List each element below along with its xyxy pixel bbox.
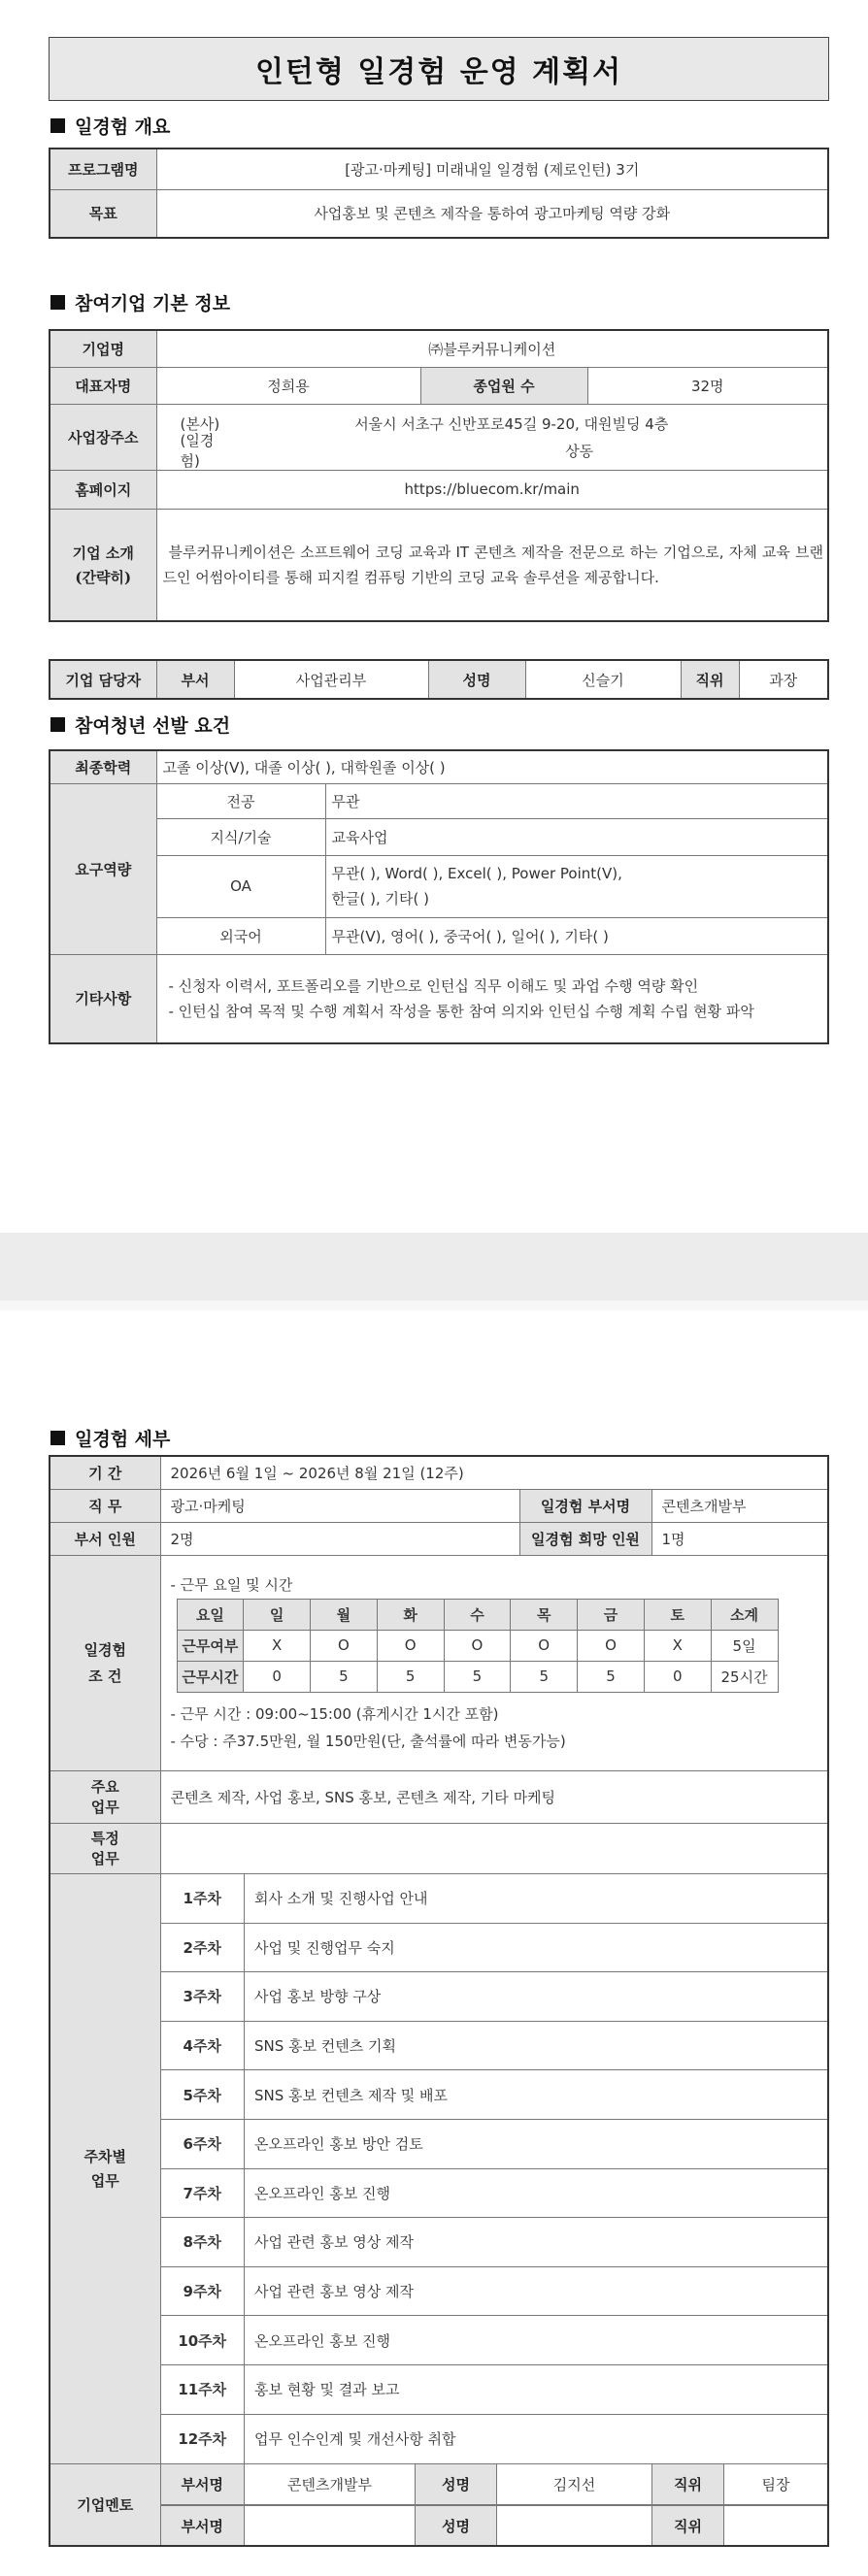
intro-label [50, 509, 156, 621]
week-task: 회사 소개 및 진행사업 안내 [245, 1874, 828, 1924]
section-requirements-label: 참여청년 선발 요건 [75, 715, 231, 737]
major-value: 무관 [325, 783, 828, 818]
week-task: 홍보 현황 및 결과 보고 [245, 2364, 828, 2414]
mentor-dept-label: 부서명 [161, 2464, 245, 2505]
mentor-label: 기업멘토 [50, 2463, 160, 2546]
mentor2-name-label: 성명 [416, 2506, 497, 2545]
special-task-label [50, 1823, 160, 1873]
address-work-tag: (일경험) [180, 432, 215, 470]
mentor-dept-value: 콘텐츠개발부 [245, 2464, 416, 2505]
mentor-name-value: 김지선 [497, 2464, 652, 2505]
skill-label: 지식/기술 [156, 818, 325, 855]
sched-r2-8: 25시간 [711, 1661, 778, 1692]
program-label: 프로그램명 [50, 149, 156, 189]
period-label: 기 간 [50, 1456, 160, 1489]
sched-r1-6: O [578, 1630, 645, 1661]
week-task: SNS 홍보 컨텐츠 제작 및 배포 [245, 2070, 828, 2120]
mentor-row2-cell [160, 2506, 828, 2547]
sched-h-2: 월 [311, 1599, 378, 1630]
etc-label: 기타사항 [50, 954, 156, 1043]
weekly-label-line2: 업무 [90, 2172, 119, 2191]
sched-r2-2: 5 [311, 1661, 378, 1692]
contact-pos-label: 직위 [681, 660, 739, 699]
week-number: 10주차 [161, 2316, 245, 2365]
sched-r1-1: X [244, 1630, 311, 1661]
special-task-label-line1: 특정 [90, 1830, 119, 1847]
intro-label-line1: 기업 소개 [72, 544, 134, 562]
major-label: 전공 [156, 783, 325, 818]
sched-h-4: 수 [444, 1599, 511, 1630]
condition-time: - 근무 시간 : 09:00~15:00 (휴게시간 1시간 포함) [170, 1704, 499, 1723]
work-dept-label: 일경험 부서명 [519, 1489, 651, 1522]
sched-r1-5: O [511, 1630, 578, 1661]
document-title: 인턴형 일경험 운영 계획서 [49, 37, 829, 101]
condition-intro: - 근무 요일 및 시간 [170, 1575, 293, 1594]
mentor2-name-value [497, 2506, 652, 2545]
address-hq-value: 서울시 서초구 신반포로45길 9-20, 대원빌딩 4층 [354, 414, 669, 433]
section-details-label: 일경험 세부 [75, 1429, 171, 1450]
week-number: 3주차 [161, 1972, 245, 2022]
mentor-name-label: 성명 [416, 2464, 497, 2505]
details-table [49, 1455, 829, 2547]
mentor2-pos-label: 직위 [652, 2506, 724, 2545]
mentor-row1-cell [160, 2463, 828, 2506]
contact-name-label: 성명 [428, 660, 525, 699]
weekly-row [161, 1923, 828, 1972]
homepage-value: https://bluecom.kr/main [156, 470, 828, 509]
staff-value: 2명 [160, 1522, 519, 1555]
week-task: 온오프라인 홍보 진행 [245, 2168, 828, 2218]
staff-label: 부서 인원 [50, 1522, 160, 1555]
week-task: 업무 인수인계 및 개선사항 취합 [245, 2414, 828, 2463]
sched-h-7: 토 [644, 1599, 711, 1630]
week-number: 2주차 [161, 1923, 245, 1972]
sched-r1-0: 근무여부 [177, 1630, 244, 1661]
page-break [0, 1233, 868, 1310]
main-task-label [50, 1770, 160, 1823]
condition-label-line2: 조 건 [88, 1668, 122, 1685]
etc-line1: - 신청자 이력서, 포트폴리오를 기반으로 인턴십 직무 이해도 및 과업 수행 역량 확인 [168, 976, 699, 995]
contact-table [49, 659, 829, 700]
homepage-label: 홈페이지 [50, 470, 156, 509]
weekly-row [161, 2414, 828, 2463]
job-value: 광고·마케팅 [160, 1489, 519, 1522]
section-title-details [50, 1425, 170, 1451]
condition-label [50, 1555, 160, 1770]
contact-dept-label: 부서 [156, 660, 234, 699]
week-number: 12주차 [161, 2414, 245, 2463]
week-task: 온오프라인 홍보 진행 [245, 2316, 828, 2365]
hope-value: 1명 [651, 1522, 828, 1555]
section-title-requirements [50, 711, 230, 738]
company-table [49, 329, 829, 622]
week-task: SNS 홍보 컨텐츠 기획 [245, 2021, 828, 2070]
week-task: 사업 관련 홍보 영상 제작 [245, 2266, 828, 2316]
week-number: 9주차 [161, 2266, 245, 2316]
sched-r2-7: 0 [644, 1661, 711, 1692]
goal-label: 목표 [50, 189, 156, 238]
section-title-company [50, 289, 230, 315]
goal-value: 사업홍보 및 콘텐츠 제작을 통하여 광고마케팅 역량 강화 [156, 189, 828, 238]
address-label: 사업장주소 [50, 404, 156, 470]
week-number: 8주차 [161, 2218, 245, 2267]
sched-r2-3: 5 [377, 1661, 444, 1692]
contact-pos-value: 과장 [739, 660, 828, 699]
mentor2-pos-value [724, 2506, 828, 2545]
week-number: 5주차 [161, 2070, 245, 2120]
sched-h-0: 요일 [177, 1599, 244, 1630]
education-value: 고졸 이상(V), 대졸 이상( ), 대학원졸 이상( ) [156, 750, 828, 783]
sched-r1-4: O [444, 1630, 511, 1661]
schedule-row-hours [177, 1661, 778, 1692]
mentor2-dept-value [245, 2506, 416, 2545]
intro-value: 블루커뮤니케이션은 소프트웨어 코딩 교육과 IT 콘텐츠 제작을 전문으로 하는 기업으로, 자체 교육 브랜드인 어썸아이티를 통해 피지컬 컴퓨팅 기반의 코딩 교육 솔루션을 제공합니다. [156, 509, 828, 621]
weekly-row [161, 1972, 828, 2022]
sched-r1-7: X [644, 1630, 711, 1661]
company-name-label: 기업명 [50, 330, 156, 367]
weekly-cell [160, 1873, 828, 2463]
oa-value-line1: 무관( ), Word( ), Excel( ), Power Point(V), [331, 865, 622, 882]
square-bullet-icon [50, 1431, 65, 1445]
week-number: 6주차 [161, 2119, 245, 2168]
condition-label-line1: 일경험 [83, 1641, 126, 1659]
weekly-label [50, 1873, 160, 2463]
language-label: 외국어 [156, 917, 325, 954]
page-1 [0, 0, 868, 1233]
sched-h-6: 금 [578, 1599, 645, 1630]
language-value: 무관(V), 영어( ), 중국어( ), 일어( ), 기타( ) [325, 917, 828, 954]
sched-r2-5: 5 [511, 1661, 578, 1692]
company-name-value: ㈜블루커뮤니케이션 [156, 330, 828, 367]
sched-r1-2: O [311, 1630, 378, 1661]
condition-cell [160, 1555, 828, 1770]
ceo-value: 정희용 [156, 367, 420, 404]
sched-h-5: 목 [511, 1599, 578, 1630]
square-bullet-icon [50, 118, 65, 133]
section-company-label: 참여기업 기본 정보 [75, 293, 231, 314]
contact-name-value: 신슬기 [525, 660, 681, 699]
week-task: 사업 홍보 방향 구상 [245, 1972, 828, 2022]
week-task: 온오프라인 홍보 방안 검토 [245, 2119, 828, 2168]
mentor2-dept-label: 부서명 [161, 2506, 245, 2545]
week-number: 1주차 [161, 1874, 245, 1924]
weekly-row [161, 2266, 828, 2316]
job-label: 직 무 [50, 1489, 160, 1522]
program-value: [광고·마케팅] 미래내일 일경험 (제로인턴) 3기 [156, 149, 828, 189]
requirements-table [49, 749, 829, 1044]
weekly-row [161, 2218, 828, 2267]
week-number: 7주차 [161, 2168, 245, 2218]
oa-cell [325, 855, 828, 917]
main-task-label-line1: 주요 [90, 1778, 119, 1796]
address-cell [156, 404, 828, 470]
work-dept-value: 콘텐츠개발부 [651, 1489, 828, 1522]
intro-label-line2: (간략히) [75, 568, 132, 586]
special-task-label-line2: 업무 [90, 1850, 119, 1867]
oa-value-line2: 한글( ), 기타( ) [331, 890, 429, 908]
weekly-rows [161, 1874, 828, 2463]
section-overview-label: 일경험 개요 [75, 116, 171, 138]
employee-value: 32명 [587, 367, 828, 404]
mentor-pos-label: 직위 [652, 2464, 724, 2505]
main-task-label-line2: 업무 [90, 1799, 119, 1816]
special-task-value [160, 1823, 828, 1873]
contact-label: 기업 담당자 [50, 660, 156, 699]
weekly-row [161, 2021, 828, 2070]
weekly-row [161, 2119, 828, 2168]
main-task-value: 콘텐츠 제작, 사업 홍보, SNS 홍보, 콘텐츠 제작, 기타 마케팅 [160, 1770, 828, 1823]
period-value: 2026년 6월 1일 ~ 2026년 8월 21일 (12주) [160, 1456, 828, 1489]
employee-label: 종업원 수 [420, 367, 587, 404]
sched-r2-6: 5 [578, 1661, 645, 1692]
hope-label: 일경험 희망 인원 [519, 1522, 651, 1555]
address-work-value: 상동 [565, 442, 594, 460]
weekly-table [161, 1874, 828, 2463]
sched-r2-1: 0 [244, 1661, 311, 1692]
overview-table [49, 148, 829, 239]
oa-label: OA [156, 855, 325, 917]
sched-r1-3: O [377, 1630, 444, 1661]
schedule-head-row [177, 1599, 778, 1630]
square-bullet-icon [50, 295, 65, 310]
sched-h-3: 화 [377, 1599, 444, 1630]
competency-label: 요구역량 [50, 783, 156, 954]
etc-line2: - 인턴십 참여 목적 및 수행 계획서 작성을 통한 참여 의지와 인턴십 수행 계획 수립 현황 파악 [168, 1002, 754, 1020]
week-number: 4주차 [161, 2021, 245, 2070]
page-2 [0, 1310, 868, 2576]
condition-pay: - 수당 : 주37.5만원, 월 150만원(단, 출석률에 따라 변동가능) [170, 1732, 566, 1750]
address-hq-tag: (본사) [180, 414, 220, 433]
week-task: 사업 관련 홍보 영상 제작 [245, 2218, 828, 2267]
skill-value: 교육사업 [325, 818, 828, 855]
weekly-row [161, 2364, 828, 2414]
education-label: 최종학력 [50, 750, 156, 783]
mentor-row1 [161, 2464, 828, 2506]
sched-h-1: 일 [244, 1599, 311, 1630]
ceo-label: 대표자명 [50, 367, 156, 404]
sched-r2-0: 근무시간 [177, 1661, 244, 1692]
sched-r2-4: 5 [444, 1661, 511, 1692]
week-task: 사업 및 진행업무 숙지 [245, 1923, 828, 1972]
sched-h-8: 소계 [711, 1599, 778, 1630]
weekly-row [161, 1874, 828, 1924]
week-number: 11주차 [161, 2364, 245, 2414]
mentor-pos-value: 팀장 [724, 2464, 828, 2505]
schedule-row-workday [177, 1630, 778, 1661]
etc-cell [156, 954, 828, 1043]
contact-dept-value: 사업관리부 [234, 660, 428, 699]
section-title-overview [50, 113, 170, 139]
mentor-row2 [161, 2506, 828, 2545]
weekly-label-line1: 주차별 [83, 2148, 126, 2166]
weekly-row [161, 2316, 828, 2365]
schedule-table [177, 1599, 779, 1693]
weekly-row [161, 2168, 828, 2218]
sched-r1-8: 5일 [711, 1630, 778, 1661]
weekly-row [161, 2070, 828, 2120]
square-bullet-icon [50, 717, 65, 732]
